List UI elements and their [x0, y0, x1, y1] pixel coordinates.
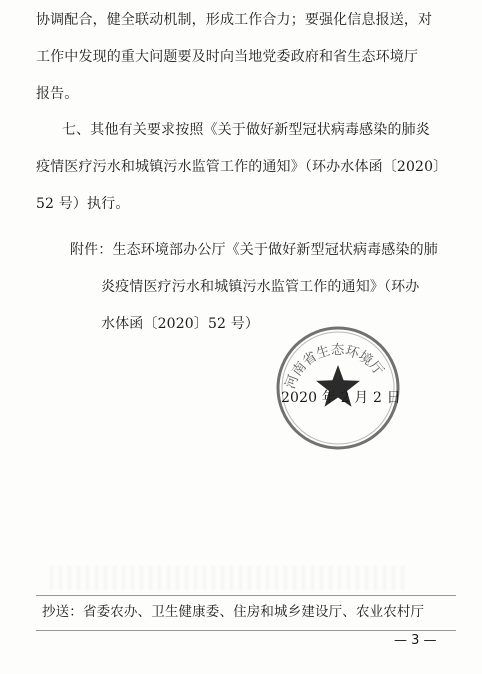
- attachment-line: 附件：生态环境部办公厅《关于做好新型冠状病毒感染的肺: [70, 242, 438, 258]
- cc-divider-bottom: [36, 630, 456, 631]
- issue-date: 2020 年 2 月 2 日: [281, 390, 401, 406]
- page-number: — 3 —: [394, 633, 437, 648]
- cc-line: 抄送：省委农办、卫生健康委、住房和城乡建设厅、农业农村厅: [42, 604, 425, 620]
- item-seven-line: 疫情医疗污水和城镇污水监管工作的通知》（环办水体函〔2020〕: [36, 159, 448, 175]
- body-text-line: 工作中发现的重大问题要及时向当地党委政府和省生态环境厅: [36, 49, 419, 65]
- scan-noise: [50, 566, 410, 590]
- cc-divider-top: [36, 595, 456, 596]
- attachment-line: 水体函〔2020〕52 号）: [101, 316, 259, 332]
- item-seven-line: 52 号）执行。: [36, 196, 130, 212]
- seal-text: 河南省生态环境厅: [282, 342, 387, 392]
- attachment-line: 炎疫情医疗污水和城镇污水监管工作的通知》（环办: [101, 279, 420, 295]
- body-text-line: 协调配合，健全联动机制，形成工作合力；要强化信息报送，对: [36, 12, 433, 28]
- item-seven-line: 七、其他有关要求按照《关于做好新型冠状病毒感染的肺炎: [62, 122, 430, 138]
- body-text-line: 报告。: [36, 86, 79, 102]
